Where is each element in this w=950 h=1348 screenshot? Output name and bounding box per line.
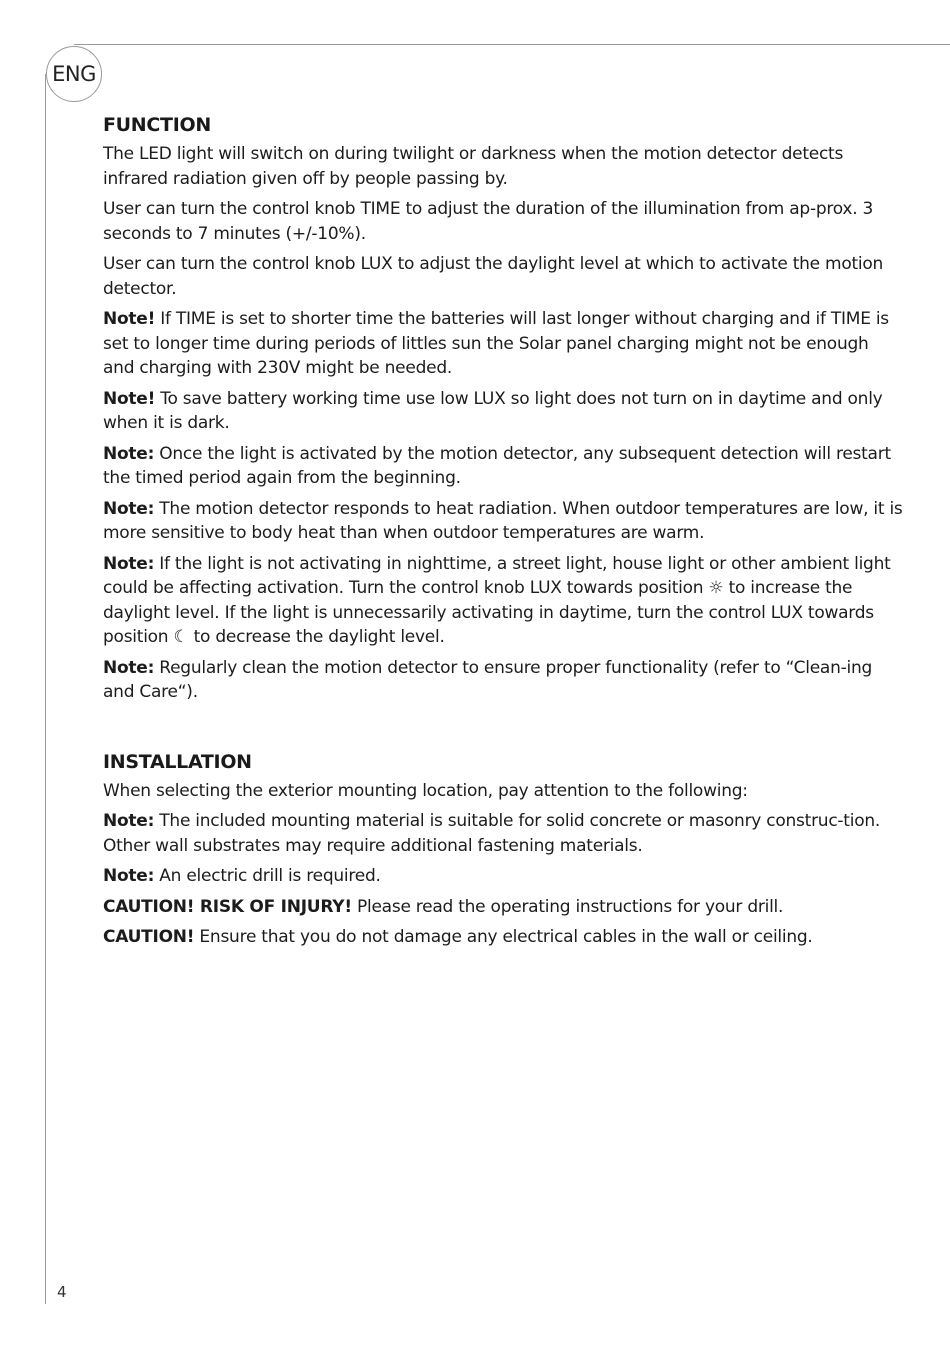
note-text: An electric drill is required. <box>154 866 381 886</box>
function-paragraph <box>103 252 903 301</box>
note-lead: Note! <box>103 309 156 329</box>
caution-text: Please read the operating instructions for your drill. <box>351 896 784 917</box>
note-text: To save battery working time use low LUX so light does not turn on in daytime and only when it is dark. <box>103 388 883 433</box>
section-spacer <box>103 711 903 748</box>
caution-lead: CAUTION! RISK OF INJURY! <box>103 896 352 917</box>
paragraph-text: When selecting the exterior mounting location, pay attention to the following: <box>103 780 748 801</box>
note-lead: Note: <box>103 443 155 464</box>
page-number: 4 <box>57 1283 67 1301</box>
language-badge: ENG <box>46 46 102 102</box>
paragraph-text: The LED light will switch on during twilight or darkness when the motion detector detects infrared radiation given off by people passing by. <box>103 144 844 189</box>
note-lead: Note! <box>103 388 156 409</box>
document-body <box>103 111 903 956</box>
function-note <box>103 307 903 381</box>
caution-text: Ensure that you do not damage any electrical cables in the wall or ceiling. <box>194 927 813 947</box>
note-lead: Note: <box>103 811 155 831</box>
note-lead: Note: <box>103 866 155 886</box>
left-border-line <box>45 74 46 1304</box>
note-lead: Note: <box>103 553 155 574</box>
top-border-line <box>74 44 950 45</box>
note-text: The included mounting material is suitable for solid concrete or masonry construc-tion. Other wall substrates may require additional fastening materials. <box>103 811 881 856</box>
installation-note <box>103 809 903 858</box>
function-section <box>103 111 903 705</box>
installation-paragraph <box>103 779 903 804</box>
paragraph-text: User can turn the control knob LUX to adjust the daylight level at which to activate the motion detector. <box>103 254 884 299</box>
installation-heading: INSTALLATION <box>103 750 252 773</box>
note-text: Regularly clean the motion detector to ensure proper functionality (refer to “Clean-ing and Care“). <box>103 657 873 702</box>
function-heading: FUNCTION <box>103 114 211 136</box>
function-note <box>103 656 903 705</box>
caution-warning <box>103 895 903 920</box>
function-paragraph <box>103 197 903 246</box>
installation-note <box>103 864 903 889</box>
paragraph-text: User can turn the control knob TIME to adjust the duration of the illumination from ap-prox. 3 seconds to 7 minutes (+/-10%). <box>103 199 874 244</box>
function-note <box>103 552 903 650</box>
note-lead: Note: <box>103 657 155 678</box>
caution-warning <box>103 925 903 950</box>
installation-section <box>103 748 903 950</box>
function-paragraph <box>103 142 903 191</box>
caution-lead: CAUTION! <box>103 927 195 947</box>
function-note <box>103 387 903 436</box>
note-text: If the light is not activating in nighttime, a street light, house light or other ambient light could be affecting activation. Turn the control knob LUX towards position ☼ to increase the daylight level. If the light is unnecessarily activating in daytime, turn the control LUX towards position ☾ to decrease the daylight level. <box>103 553 891 647</box>
note-text: The motion detector responds to heat radiation. When outdoor temperatures are low, it is more sensitive to body heat than when outdoor temperatures are warm. <box>103 498 903 543</box>
note-lead: Note: <box>103 498 155 519</box>
note-text: If TIME is set to shorter time the batteries will last longer without charging and if TIME is set to longer time during periods of littles sun the Solar panel charging might not be enough and charging with 230V might be needed. <box>103 309 889 378</box>
function-note <box>103 442 903 491</box>
function-note <box>103 497 903 546</box>
note-text: Once the light is activated by the motion detector, any subsequent detection will restart the timed period again from the beginning. <box>103 443 891 488</box>
